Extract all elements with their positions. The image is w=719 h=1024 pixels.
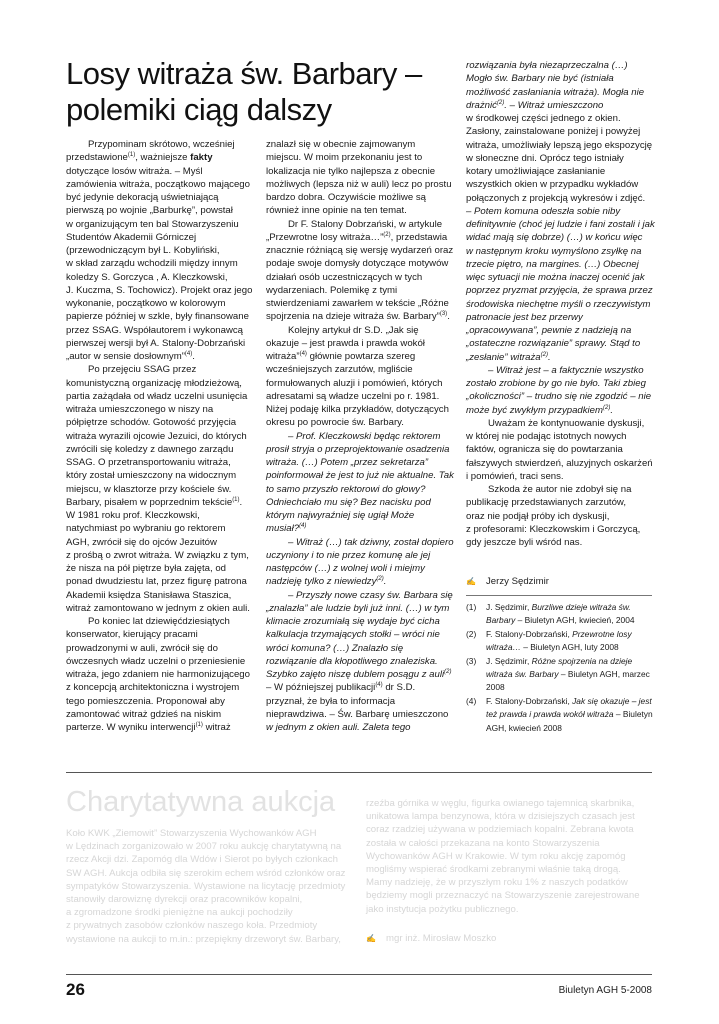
text-line: w organizującym ten bal Stowarzyszeniu xyxy=(66,218,239,230)
text-line: pierwszą po wojnie „Barburkę”, powstał xyxy=(66,205,233,217)
text-line: połączonych z projekcją wykresów i zdjęć. xyxy=(466,192,646,204)
text-line: faktów, ogranicza się do powtarzania xyxy=(466,444,623,456)
references-separator xyxy=(466,595,652,596)
text-line: więc sytuacji nie można inaczej ocenić jak xyxy=(466,272,645,283)
faded-text-line: jako instytucja pożytku publicznego. xyxy=(366,903,519,915)
faded-text-line: rzecz Akcji dzi. Zapomóg dla Wdów i Sierot po byłych członkach xyxy=(66,854,338,866)
faded-text-line: Mamy nadzieję, że w przyszłym roku 1% z naszych podatków xyxy=(366,877,628,889)
text-line: witraża, jego zdaniem nie harmonizującego xyxy=(66,669,250,680)
text-line: zamontować witraż gdzieś na niskim xyxy=(66,708,222,720)
page-number: 26 xyxy=(66,980,85,999)
text-line: koledzy S. Gorczyca , A. Kleczkowski, xyxy=(66,271,228,283)
faded-text-line: a zgromadzone środki pieniężne na aukcji pochodziły xyxy=(66,907,293,919)
footer-separator xyxy=(66,974,652,975)
text-line: zostało zrobione by go nie było. Taki zbieg xyxy=(466,378,646,389)
text-line: uczyniony i to nie przez komunę ale jej xyxy=(266,549,431,561)
text-line: – Witraż jest – a faktycznie wszystko xyxy=(488,364,644,376)
text-line: witraża. (…) Potem „przez sekretarza” xyxy=(266,457,429,468)
faded-text-line: Wychowanków AGH w Krakowie. W tym roku akcję zapomóg xyxy=(366,850,626,862)
text-line: prosił stryja o przeprojektowanie osadzenia xyxy=(266,443,450,455)
text-line: kotary umożliwiające zasłanianie xyxy=(466,166,606,177)
reference-number: (2) xyxy=(466,628,477,639)
text-line: Po przejęciu SSAG przez xyxy=(88,364,197,376)
text-line: „znalazła” ale ludzie byli już inni. (…) w tym xyxy=(266,602,450,614)
text-line: miejscu. W moim przekonaniu jest to xyxy=(266,152,423,164)
text-line: znacznie różniącą się wersję wydarzeń oraz xyxy=(266,245,454,256)
faded-text-line: będziemy mogli przeznaczyć na Stowarzyszenie zarejestrowane xyxy=(366,890,640,902)
text-line: wróci komuna? (…) Znalazło się xyxy=(266,642,404,654)
text-line: (przewodniczącym był L. Kobyliński, xyxy=(66,245,220,256)
text-line: w skład zarządu wchodzili między innym xyxy=(66,258,238,270)
text-line: środowiska niechętne myśli o rzeczywistym xyxy=(466,298,651,310)
faded-text-line: sympatyków Stowarzyszenia. Wystawione na licytację przedmioty xyxy=(66,880,346,892)
text-line: poinformował że jest to już nie aktualne. Tak xyxy=(266,470,454,482)
text-line: – Przyszły nowe czasy św. Barbara się xyxy=(288,589,453,601)
text-line: Uważam że kontynuowanie dyskusji, xyxy=(488,417,645,429)
text-line: Akademii księdza Stanisława Staszica, xyxy=(66,589,232,601)
text-line: przez SSAG. Współautorem i wykonawcą xyxy=(66,324,244,336)
reference-text: F. Stalony-Dobrzański, Jak się okazuje – jest też prawda i prawda wokół witraża – Biuletyn AGH, kwiecień 2008 xyxy=(486,695,653,733)
text-line: że nisza na pół piętrze była zajęta, od xyxy=(66,563,226,574)
text-line: klimacie zrozumiałą się wydaje być cicha xyxy=(266,616,440,627)
text-line: i pomówień, traci sens. xyxy=(466,470,564,482)
text-line: „opracowywana”, pewnie z nadzieją na xyxy=(466,325,632,336)
text-line: w słoneczne dni. Oprócz tego istniały xyxy=(466,152,624,164)
text-line: musiał?$^{(4)}$ xyxy=(266,523,307,535)
text-line: z koncepcją architektoniczna i wystrojem xyxy=(66,682,240,694)
second-article-author xyxy=(366,933,496,944)
text-line: być jedynie dekoracją uświetniającą xyxy=(66,192,219,203)
text-line: – Potem komuna odeszła sobie niby xyxy=(466,205,621,217)
text-line: publikację przedstawianych zarzutów, xyxy=(466,497,626,509)
text-line: w jednym z okien auli. Zaleta tego xyxy=(266,722,411,733)
text-line: Odniechciało mu się? Bez nacisku pod xyxy=(266,496,431,508)
text-line: który został umieszczony na widocznym xyxy=(66,470,237,482)
text-line: Studentów Akademii Górniczej xyxy=(66,231,197,243)
text-line: stwierdzeniami zawarłem w tekście „Różne xyxy=(266,298,449,309)
text-line: fałszywych stwierdzeń, aluzyjnych oskarżeń xyxy=(466,457,653,469)
faded-text-line: SW AGH. Aukcja odbiła się szerokim echem wśród członków oraz xyxy=(66,867,346,879)
text-line: AGH, zwrócił się do ojców Jezuitów xyxy=(66,536,217,548)
text-line: trzecie piętro, na margines. (…) Obecnej xyxy=(466,258,639,270)
text-line: miejscu, w klasztorze przy kościele św. xyxy=(66,483,232,495)
text-line: przyznał, że była to informacja xyxy=(266,695,396,707)
text-line: Zasłony, zainstalowane poniżej i powyżej xyxy=(466,126,641,138)
text-line: poprzez pryzmat przyjęcia, że sprawa przez xyxy=(466,285,653,297)
text-line: możliwych (lepsza niż w auli) lecz po prostu xyxy=(266,178,452,190)
text-line: przedstawione$^{(1)}$, ważniejsze fakty xyxy=(66,152,213,164)
text-line: w środkowej części jednego z okien. xyxy=(466,113,621,124)
text-line: SSAG. O przetransportowaniu witraża, xyxy=(66,457,231,468)
text-line: komunistyczną organizację młodzieżową, xyxy=(66,377,242,389)
text-line: znalazł się w obecnie zajmowanym xyxy=(266,139,416,150)
text-line: w następnym kroku wymyślono zsyłkę na xyxy=(466,245,642,257)
text-line: „autor w sensie dosłownym”$^{(4)}$. xyxy=(66,350,195,362)
text-line: Szybko zajęto niszę dublem posągu z auli$^{(2)}$ xyxy=(266,668,452,680)
section-divider xyxy=(66,772,652,773)
faded-text-line: została w całości przekazana na konto Stowarzyszenia xyxy=(366,837,600,849)
text-line: papierze później w szkle, były finansowane xyxy=(66,311,249,323)
text-line: następców (…) z wolnej woli i miejmy xyxy=(266,563,425,574)
references-list xyxy=(466,601,654,735)
text-line: Przypominam skrótowo, wcześniej xyxy=(88,139,235,150)
reference-number: (4) xyxy=(466,695,477,706)
text-line: Niżej podaję kilka przykładów, dotyczących xyxy=(266,404,449,415)
text-line: kalkulacja trzymających stołki – wróci nie xyxy=(266,629,440,641)
text-line: półpiętrze schodów. Gotowość przyjęcia xyxy=(66,417,237,429)
article-author xyxy=(466,576,549,587)
text-line: bardzo dobra. Oczywiście możliwe są xyxy=(266,192,426,203)
pen-icon: ✍ xyxy=(366,934,376,943)
text-line: – W późniejszej publikacji$^{(4)}$ dr S.D. xyxy=(266,682,416,694)
faded-text-line: z prywatnych zasobów członków naszego koła. Przedmioty xyxy=(66,920,318,932)
text-line: w której nie podając istotnych nowych xyxy=(466,431,627,442)
text-line: definitywnie (choć jej ludzie i fani zostali i jak xyxy=(466,219,655,230)
article-column-1 xyxy=(66,138,254,734)
faded-text-line: wystawione na aukcji to m.in.: przepiękny drzeworyt św. Barbary, xyxy=(66,933,341,945)
text-line: konserwator, kierujący pracami xyxy=(66,629,198,641)
second-article-column-1 xyxy=(66,827,346,946)
text-line: pierwszej wersji był A. Stalony-Dobrzański xyxy=(66,337,246,349)
text-line: okazuje – jest prawda i prawda wokół xyxy=(266,337,425,349)
text-line: rozwiązania była niezaprzeczalna (…) xyxy=(466,60,628,71)
text-line: z profesorami: Kleczkowskim i Gorczycą, xyxy=(466,523,641,535)
reference-item xyxy=(466,601,654,628)
reference-number: (3) xyxy=(466,655,477,666)
faded-text-line: unikatowa lampa benzynowa, która w dzisiejszych czasach jest xyxy=(366,811,635,823)
text-line: podaje swoje domysły dotyczące motywów xyxy=(266,258,449,270)
text-line: gdy jeszcze byli wśród nas. xyxy=(466,537,583,548)
text-line: wykonanie, początkowo w kolorowym xyxy=(66,298,226,309)
text-line: ówczesnych władz uczelni o przeniesienie xyxy=(66,655,246,667)
text-line: patronacie jest bez przerwy xyxy=(466,311,583,323)
text-line: witraża wyrazili ojcowie Jezuici, do których xyxy=(66,430,247,442)
text-line: oraz nie podjął próby ich dyskusji, xyxy=(466,510,610,522)
text-line: również inne opinie na ten temat. xyxy=(266,205,407,217)
reference-item xyxy=(466,695,654,735)
article-title-line: polemiki ciąg dalszy xyxy=(66,92,332,127)
text-line: okresu po powrocie św. Barbary. xyxy=(266,417,404,429)
reference-item xyxy=(466,655,654,695)
text-line: „ostateczne rozwiązanie” sprawy. Stąd to xyxy=(466,338,641,350)
text-line: „zesłanie” witraża$^{(2)}$. xyxy=(466,351,551,363)
text-line: witraża umieszczonego w niszy na xyxy=(66,404,214,415)
text-line: dotyczące losów witraża. – Myśl xyxy=(66,165,203,177)
faded-text-line: w Lędzinach zorganizowało w 2007 roku aukcję charytatywną na xyxy=(66,841,342,853)
text-line: witraża”$^{(4)}$ głównie powtarza szereg xyxy=(266,350,416,362)
second-article-author-name: mgr inż. Mirosław Moszko xyxy=(386,933,497,944)
text-line: prowadzonymi w auli, zwrócił się do xyxy=(66,642,218,654)
text-line: nadzieję tylko z niewiedzy$^{(2)}$. xyxy=(266,576,387,588)
text-line: Dr F. Stalony Dobrzański, w artykule xyxy=(288,218,443,230)
text-line: wszystkich okien w przypadku wykładów xyxy=(466,179,639,191)
text-line: – Prof. Kleczkowski będąc rektorem xyxy=(288,430,441,442)
text-line: witraż zamontowano w jednym z okien auli. xyxy=(66,602,250,614)
text-line: natychmiast po wybraniu go rektorem xyxy=(66,523,226,535)
text-line: wcześniejszych zarzutów, mgliście xyxy=(266,364,413,376)
text-line: możliwość zasłaniania witraża). Mogła nie xyxy=(466,86,645,98)
text-line: Szkoda że autor nie zdobył się na xyxy=(488,484,632,495)
text-line: Mogło św. Barbary nie być (istniała xyxy=(466,73,614,85)
text-line: J. Kuczma, S. Tochowicz). Projekt oraz jego xyxy=(66,284,253,296)
text-line: Kolejny artykuł dr S.D. „Jak się xyxy=(288,324,419,336)
text-line: Barbary, pisałem w poprzednim tekście$^{(1)}$. xyxy=(66,496,243,508)
second-article-column-2 xyxy=(366,797,656,916)
faded-text-line: rzeźba górnika w węglu, figurka owianego tajemnicą skarbnika, xyxy=(366,798,635,809)
text-line: formułowanych aluzji i pomówień, których xyxy=(266,377,443,389)
text-line: „Przewrotne losy witraża…”$^{(2)}$, przedstawia xyxy=(266,231,448,243)
article-author-name: Jerzy Sędzimir xyxy=(486,576,549,587)
article-column-2 xyxy=(266,138,456,734)
faded-text-line: Koło KWK „Ziemowit” Stowarzyszenia Wychowanków AGH xyxy=(66,828,317,839)
text-line: witraża, umożliwiały lepszą jego ekspozycję xyxy=(466,139,653,151)
publication-name: Biuletyn AGH 5-2008 xyxy=(558,985,652,996)
text-line: spojrzenia na dzieje witraża św. Barbary”$^{(3)}$. xyxy=(266,311,450,323)
text-line: drażnić$^{(2)}$. – Witraż umieszczono xyxy=(466,99,604,111)
text-line: to samo przyszło rektorowi do głowy? xyxy=(266,483,426,495)
reference-item xyxy=(466,628,654,655)
text-line: – Witraż (…) tak dziwny, został dopiero xyxy=(288,536,454,548)
text-line: W 1981 roku prof. Kleczkowski, xyxy=(66,510,200,521)
text-line: tego pomieszczenia. Proponował aby xyxy=(66,695,225,707)
text-line: rozwiązanie dla kłopotliwego znaleziska. xyxy=(266,655,438,667)
reference-number: (1) xyxy=(466,602,477,612)
text-line: adresatami są władze uczelni po r. 1981. xyxy=(266,390,440,402)
text-line: ponad dwudziestu lat, przez figurę patrona xyxy=(66,576,247,588)
reference-text: F. Stalony-Dobrzański, Przewrotne losy witraża… – Biuletyn AGH, luty 2008 xyxy=(486,628,632,653)
second-article-title: Charytatywna aukcja xyxy=(66,786,336,818)
text-line: działań osób uczestniczących w tych xyxy=(266,271,423,283)
article-title-line: Losy witraża św. Barbary – xyxy=(66,56,422,91)
faded-text-line: stanowiły darowiznę dyrekcji oraz pracowników kopalni, xyxy=(66,894,303,906)
article-column-3 xyxy=(466,59,656,549)
text-line: Po koniec lat dziewięćdziesiątych xyxy=(88,616,230,627)
text-line: zwrócili się koledzy z dawnego zarządu xyxy=(66,443,234,455)
reference-text: J. Sędzimir, Burzliwe dzieje witraża św. Barbary – Biuletyn AGH, kwiecień, 2004 xyxy=(486,602,635,626)
pen-icon: ✍ xyxy=(466,577,476,586)
text-line: może być zwykłym przypadkiem$^{(2)}$. xyxy=(466,404,614,416)
faded-text-line: coraz rzadziej używana w podziemiach kopalni. Zebrana kwota xyxy=(366,824,634,836)
text-line: partia zażądała od władz uczelni usunięcia xyxy=(66,390,248,402)
faded-text-line: mogliśmy wspierać środkami zebranymi właśnie taką drogą. xyxy=(366,864,621,876)
reference-text: J. Sędzimir, Różne spojrzenia na dzieje witraża św. Barbary – Biuletyn AGH, marzec 2008 xyxy=(486,655,650,693)
text-line: wydarzeniach. Polemikę z tymi xyxy=(266,284,398,296)
text-line: widać mają się dobrze) (…) w końcu więc xyxy=(466,232,643,244)
text-line: zamówienia witraża, początkowo mającego xyxy=(66,178,250,190)
text-line: z prośbą o zwrot witraża. W związku z tym, xyxy=(66,549,249,561)
text-line: lokalizacja nie tylko najlepsza z obecnie xyxy=(266,165,436,177)
text-line: parterze. W wyniku interwencji$^{(1)}$ witraż xyxy=(66,721,231,733)
article-title xyxy=(66,56,466,128)
text-line: którym najwyraźniej się ugiął Może xyxy=(266,510,415,521)
text-line: nieprawdziwa. – Św. Barbarę umieszczono xyxy=(266,708,449,720)
text-line: „okoliczności” – trudno się nie zgodzić – nie xyxy=(466,391,652,403)
